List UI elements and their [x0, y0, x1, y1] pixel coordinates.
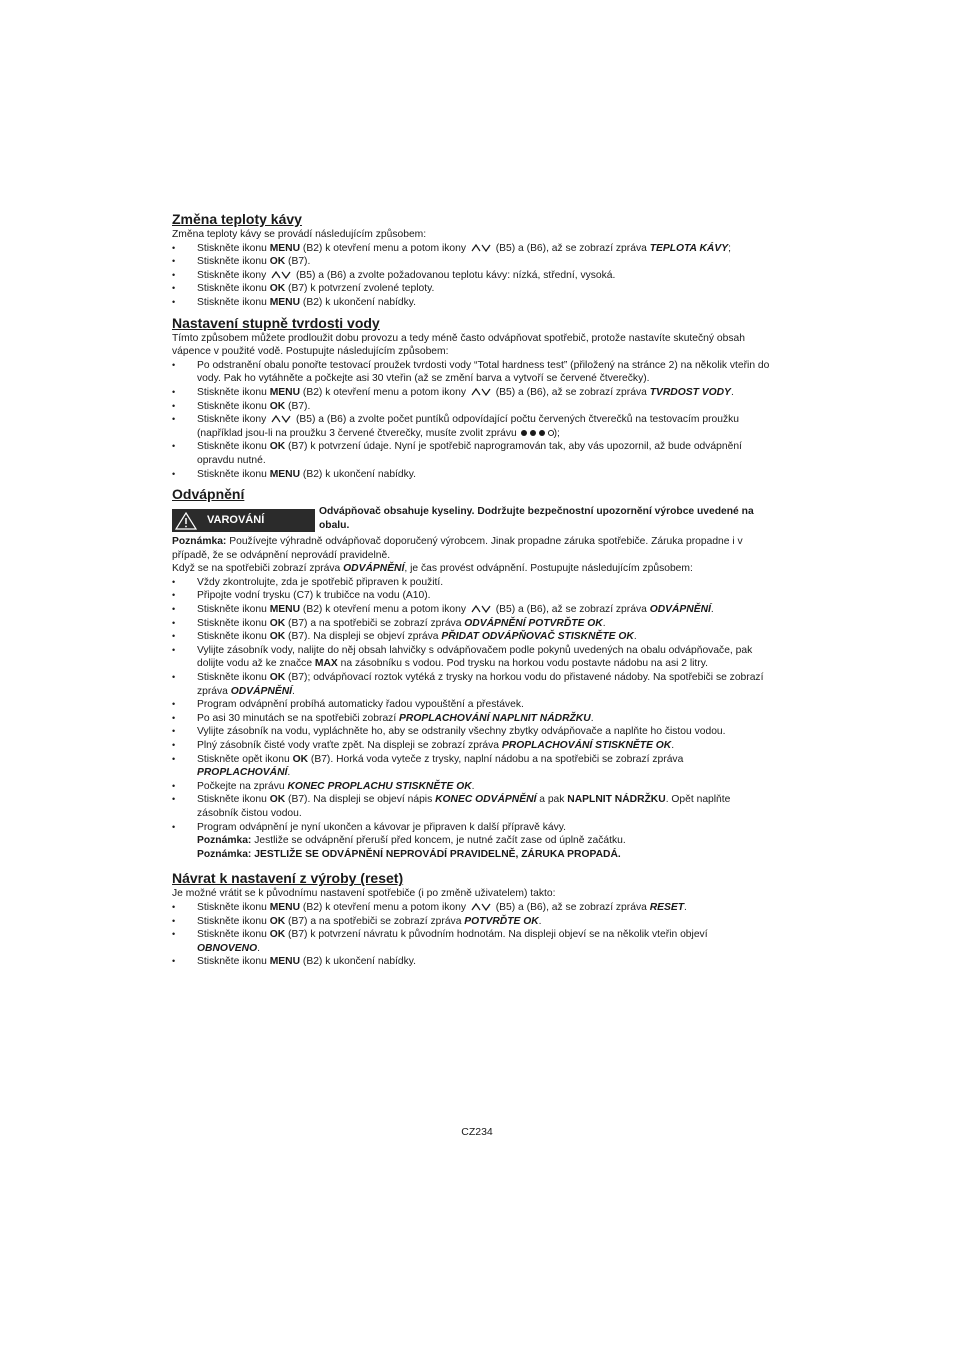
section-water-hardness [172, 314, 772, 482]
list-item: • Stiskněte ikonu OK (B7). [172, 255, 772, 269]
list-item: • Stiskněte ikonu OK (B7) k potvrzení návratu k původním hodnotám. Na displeji objeví se na několik vteřin objeví OBNOVENO. [172, 928, 772, 955]
section-intro: Když se na spotřebiči zobrazí zpráva ODVÁPNĚNÍ, je čas provést odvápnění. Postupujte následujícím způsobem: [172, 563, 693, 575]
list-item: • Počkejte na zprávu KONEC PROPLACHU STISKNĚTE OK. [172, 780, 772, 794]
list-item: • Stiskněte ikonu OK (B7) a na spotřebiči se zobrazí zpráva POTVRĎTE OK. [172, 915, 772, 929]
up-down-arrows-icon [271, 414, 291, 423]
list-item: • Program odvápnění je nyní ukončen a kávovar je připraven k další přípravě kávy. Poznámka: Jestliže se odvápnění přeruší před koncem, je nutné začít zase od úplně začátku. Poznámka: JESTLIŽE SE ODVÁPNĚNÍ NEPROVÁDÍ PRAVIDELNĚ, ZÁRUKA PROPADÁ. [172, 821, 772, 862]
list-item: • Připojte vodní trysku (C7) k trubičce na vodu (A10). [172, 589, 772, 603]
section-intro: Je možné vrátit se k původnímu nastavení spotřebiče (i po změně uživatelem) takto: [172, 888, 556, 900]
list-item: • Stiskněte ikonu OK (B7) k potvrzení zvolené teploty. [172, 282, 772, 296]
warning-text: Odvápňovač obsahuje kyseliny. Dodržujte bezpečnostní upozornění výrobce uvedené na obalu. [319, 506, 754, 532]
list-item: • Stiskněte opět ikonu OK (B7). Horká voda vyteče z trysky, naplní nádobu a na spotřebiči se zobrazí zpráva PROPLACHOVÁNÍ. [172, 753, 772, 780]
list-item: • Stiskněte ikonu MENU (B2) k otevření menu a potom ikony (B5) a (B6), až se zobrazí zpráva TEPLOTA KÁVY; [172, 242, 772, 256]
page-number: CZ234 [461, 1126, 493, 1138]
instruction-list [172, 576, 772, 861]
list-item: • Stiskněte ikonu OK (B7). Na displeji se objeví nápis KONEC ODVÁPNĚNÍ a pak NAPLNIT NÁDRŽKU. Opět naplňte zásobník čistou vodou. [172, 793, 772, 820]
warning-label: VAROVÁNÍ [207, 513, 265, 526]
list-item: • Stiskněte ikonu MENU (B2) k otevření menu a potom ikony (B5) a (B6), až se zobrazí zpráva RESET. [172, 901, 772, 915]
section-title: Nastavení stupně tvrdosti vody [172, 314, 380, 331]
list-item: • Stiskněte ikonu OK (B7). Na displeji se objeví zpráva PŘIDAT ODVÁPŇOVAČ STISKNĚTE OK. [172, 630, 772, 644]
list-item: • Stiskněte ikonu OK (B7); odvápňovací roztok vytéká z trysky na horkou vodu do přistavené nádoby. Na spotřebiči se zobrazí zpráva ODVÁPNĚNÍ. [172, 671, 772, 698]
list-item: • Stiskněte ikonu MENU (B2) k otevření menu a potom ikony (B5) a (B6), až se zobrazí zpráva ODVÁPNĚNÍ. [172, 603, 772, 617]
section-coffee-temperature [172, 210, 772, 310]
up-down-arrows-icon [471, 902, 491, 911]
list-item: • Stiskněte ikony (B5) a (B6) a zvolte počet puntíků odpovídající počtu červených čtverečků na testovacím proužku (například jsou-li na proužku 3 červené čtverečky, musíte zvolit zprávu ); [172, 413, 772, 440]
list-item: • Stiskněte ikonu OK (B7). [172, 400, 772, 414]
up-down-arrows-icon [471, 387, 491, 396]
section-title: Návrat k nastavení z výroby (reset) [172, 870, 404, 887]
list-item: • Vždy zkontrolujte, zda je spotřebič připraven k použití. [172, 576, 772, 590]
list-item: • Vylijte zásobník vody, nalijte do něj obsah lahvičky s odvápňovačem podle pokynů uvedených na obalu odvápňovače, pak dolijte vodu až ke značce MAX na zásobníku s vodou. Pod trysku na horkou vodu postavte nádobu na asi 2 litry. [172, 644, 772, 671]
warning-block [172, 506, 772, 533]
list-item: • Stiskněte ikonu MENU (B2) k ukončení nabídky. [172, 296, 772, 310]
list-item: • Program odvápnění probíhá automaticky řadou vypouštění a přestávek. [172, 698, 772, 712]
list-item: • Stiskněte ikonu MENU (B2) k otevření menu a potom ikony (B5) a (B6), až se zobrazí zpráva TVRDOST VODY. [172, 386, 772, 400]
hardness-dots-icon [520, 429, 554, 437]
list-item: • Po odstranění obalu ponořte testovací proužek tvrdosti vody “Total hardness test” (přiložený na stránce 2) na několik vteřin do vody. Pak ho vytáhněte a počkejte asi 30 vteřin (až se změní barva a vytvoří se červené čtverečky). [172, 359, 772, 386]
section-title: Změna teploty kávy [172, 211, 302, 227]
section-intro: Tímto způsobem můžete prodloužit dobu provozu a tedy méně často odvápňovat spotřebič, protože nastavíte skutečný obsah vápence v použité vodě. Postupujte následujícím způsobem: [172, 332, 745, 358]
list-item: • Plný zásobník čisté vody vraťte zpět. Na displeji se zobrazí zpráva PROPLACHOVÁNÍ STISKNĚTE OK. [172, 739, 772, 753]
section-descaling [172, 485, 772, 861]
warning-badge [172, 509, 315, 532]
list-item: • Stiskněte ikony (B5) a (B6) a zvolte požadovanou teplotu kávy: nízká, střední, vysoká. [172, 269, 772, 283]
list-item: • Stiskněte ikonu OK (B7) a na spotřebiči se zobrazí zpráva ODVÁPNĚNÍ POTVRĎTE OK. [172, 617, 772, 631]
up-down-arrows-icon [471, 243, 491, 252]
list-item: • Stiskněte ikonu MENU (B2) k ukončení nabídky. [172, 468, 772, 482]
up-down-arrows-icon [271, 270, 291, 279]
section-title: Odvápnění [172, 486, 245, 503]
list-item: • Stiskněte ikonu MENU (B2) k ukončení nabídky. [172, 955, 772, 969]
list-item: • Stiskněte ikonu OK (B7) k potvrzení údaje. Nyní je spotřebič naprogramován tak, aby vás upozornil, až bude odvápnění opravdu nutné. [172, 440, 772, 467]
document-page [172, 210, 772, 969]
instruction-list [172, 242, 772, 310]
section-factory-reset [172, 869, 772, 969]
up-down-arrows-icon [471, 604, 491, 613]
instruction-list [172, 359, 772, 481]
list-item: • Po asi 30 minutách se na spotřebiči zobrazí PROPLACHOVÁNÍ NAPLNIT NÁDRŽKU. [172, 712, 772, 726]
warning-triangle-icon [175, 512, 197, 530]
list-item: • Vylijte zásobník na vodu, vypláchněte ho, aby se odstranily všechny zbytky odvápňovače a naplňte ho čistou vodou. [172, 725, 772, 739]
instruction-list [172, 901, 772, 969]
section-intro: Změna teploty kávy se provádí následujícím způsobem: [172, 229, 427, 240]
note: Poznámka: Používejte výhradně odvápňovač doporučený výrobcem. Jinak propadne záruka spotřebiče. Záruka propadne i v případě, že se odvápnění neprovádí pravidelně. [172, 536, 743, 561]
